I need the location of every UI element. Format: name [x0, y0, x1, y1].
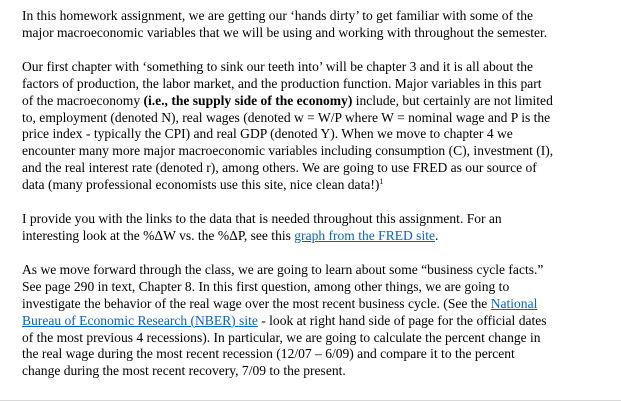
bold-phrase: (i.e., the supply side of the economy)	[143, 92, 353, 108]
text-line-with-link	[22, 313, 618, 330]
text-line-with-bold	[22, 93, 618, 110]
text-line: of the most previous 4 recessions). In particular, we are going to calculate the percent change in	[22, 329, 541, 345]
text-line: factors of production, the labor market, and the production function. Major variables in this part	[22, 75, 542, 91]
text-line-with-link	[22, 296, 618, 313]
paragraph-links	[22, 211, 618, 245]
text-line-with-link	[22, 228, 618, 245]
text-line: to, employment (denoted N), real wages (denoted w = W/P where W = nominal wage and P is the	[22, 109, 551, 125]
text-segment: of the macroeconomy	[22, 92, 144, 108]
text-line: Our first chapter with ‘something to sink our teeth into’ will be chapter 3 and it is all about the	[22, 58, 534, 74]
text-segment: .	[435, 227, 439, 243]
paragraph-intro	[22, 8, 618, 42]
text-segment: investigate the behavior of the real wage over the most recent business cycle. (See the	[22, 295, 491, 311]
text-segment: data (many professional economists use this site, nice clean data!)	[22, 177, 380, 193]
text-line: I provide you with the links to the data that is needed throughout this assignment. For an	[22, 211, 502, 227]
paragraph-business-cycle	[22, 262, 618, 380]
text-segment: include, but certainly are not limited	[352, 92, 553, 108]
text-line: See page 290 in text, Chapter 8. In this first question, among other things, we are going to	[22, 278, 510, 294]
nber-site-link-start[interactable]: National	[490, 295, 538, 311]
text-line: the real wage during the most recent recession (12/07 – 6/09) and compare it to the percent	[22, 346, 515, 362]
text-line: In this homework assignment, we are getting our ‘hands dirty’ to get familiar with some of the	[22, 8, 534, 23]
nber-site-link[interactable]: Bureau of Economic Research (NBER) site	[22, 312, 258, 328]
footnote-reference[interactable]: 1	[379, 177, 384, 187]
text-line: encounter many more major macroeconomic variables including consumption (C), investment (I),	[22, 143, 554, 159]
text-line: price index - typically the CPI) and real GDP (denoted Y). When we move to chapter 4 we	[22, 126, 513, 142]
text-line: change during the most recent recovery, 7/09 to the present.	[22, 363, 346, 379]
text-segment: interesting look at the %ΔW vs. the %ΔP, see this	[22, 227, 295, 243]
text-line: As we move forward through the class, we are going to learn about some “business cycle facts.”	[22, 261, 544, 277]
text-line: major macroeconomic variables that we will be using and working with throughout the semester.	[22, 24, 548, 40]
paragraph-chapter-3	[22, 59, 618, 194]
fred-graph-link[interactable]: graph from the FRED site	[294, 227, 435, 243]
text-segment: - look at right hand side of page for the official dates	[257, 312, 547, 328]
text-line-with-footnote	[22, 177, 618, 194]
document-body	[22, 8, 618, 397]
text-line: and the real interest rate (denoted r), among others. We are going to use FRED as our source of	[22, 160, 537, 176]
